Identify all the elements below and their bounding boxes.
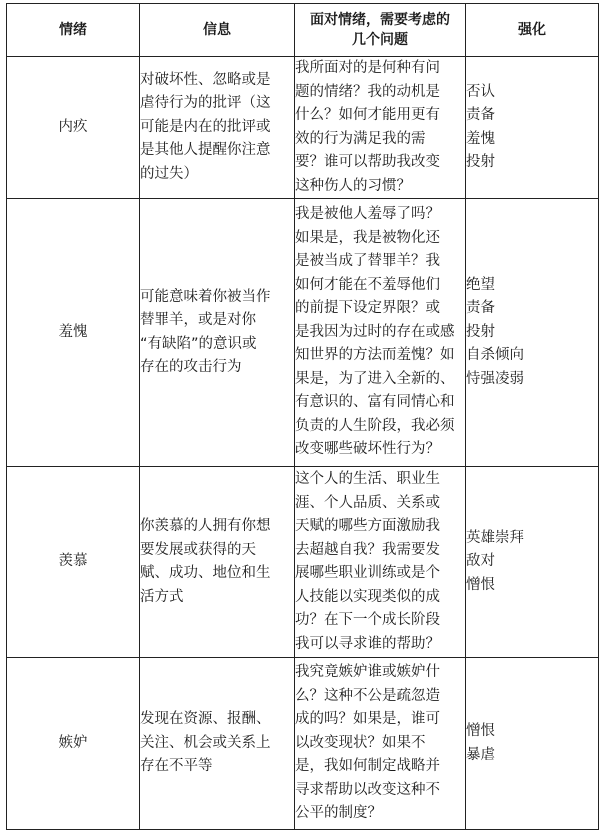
header-emotion: 情绪 <box>7 4 140 57</box>
questions-cell: 我究竟嫉妒谁或嫉妒什 么？这种不公是疏忽造 成的吗？如果是，谁可 以改变现状？如果不 是，我如何制定战略并 寻求帮助以改变这种不 公平的制度？ <box>295 658 466 830</box>
emotion-cell: 羡慕 <box>7 467 140 658</box>
emotion-cell: 嫉妒 <box>7 658 140 830</box>
header-message: 信息 <box>140 4 295 57</box>
message-cell: 对破坏性、忽略或是 虐待行为的批评（这 可能是内在的批评或 是其他人提醒你注意 的过失） <box>140 57 295 199</box>
reinforce-cell <box>466 57 599 199</box>
reinforce-item: 敌对 <box>466 553 495 570</box>
reinforce-cell <box>466 658 599 830</box>
reinforce-item: 羞愧 <box>466 130 495 147</box>
reinforce-item: 投射 <box>466 323 495 340</box>
reinforce-cell <box>466 199 599 467</box>
questions-cell: 我所面对的是何种有问 题的情绪？我的动机是 什么？如何才能用更有 效的行为满足我的需 要？谁可以帮助我改变 这种伤人的习惯？ <box>295 57 466 199</box>
table-row <box>7 467 599 658</box>
reinforce-item: 绝望 <box>466 276 495 293</box>
reinforce-item: 恃强凌弱 <box>466 370 524 387</box>
table-row <box>7 57 599 199</box>
reinforce-item: 责备 <box>466 300 495 317</box>
header-questions: 面对情绪，需要考虑的 几个问题 <box>295 4 466 57</box>
header-reinforce: 强化 <box>466 4 599 57</box>
emotion-cell: 内疚 <box>7 57 140 199</box>
emotion-table <box>6 3 599 830</box>
questions-cell: 这个人的生活、职业生 涯、个人品质、关系或 天赋的哪些方面激励我 去超越自我？我需要发 展哪些职业训练或是个 人技能以实现类似的成 功？在下一个成长阶段 我可以寻求谁的帮助？ <box>295 467 466 658</box>
reinforce-item: 投射 <box>466 154 495 170</box>
reinforce-item: 暴虐 <box>466 746 495 763</box>
reinforce-item: 英雄崇拜 <box>466 529 524 546</box>
reinforce-item: 憎恨 <box>466 576 495 593</box>
message-cell: 你羡慕的人拥有你想 要发展或获得的天 赋、成功、地位和生 活方式 <box>140 467 295 658</box>
questions-cell: 我是被他人羞辱了吗？ 如果是，我是被物化还 是被当成了替罪羊？我 如何才能在不羞辱他们 的前提下设定界限？或 是我因为过时的存在或感 知世界的方法而羞愧？如 果是，为了进入全新的、 有意识的、富有同情心和 负责的人生阶段，我必须 改变哪些破坏性行为？ <box>295 199 466 467</box>
table-row <box>7 658 599 830</box>
emotion-cell: 羞愧 <box>7 199 140 467</box>
reinforce-item: 责备 <box>466 107 495 123</box>
message-cell: 可能意味着你被当作 替罪羊，或是对你 “有缺陷”的意识或 存在的攻击行为 <box>140 199 295 467</box>
message-cell: 发现在资源、报酬、 关注、机会或关系上 存在不平等 <box>140 658 295 830</box>
reinforce-item: 憎恨 <box>466 723 495 739</box>
header-row <box>7 4 599 57</box>
table-row <box>7 199 599 467</box>
reinforce-cell <box>466 467 599 658</box>
reinforce-item: 自杀倾向 <box>466 347 524 364</box>
reinforce-item: 否认 <box>466 83 495 100</box>
